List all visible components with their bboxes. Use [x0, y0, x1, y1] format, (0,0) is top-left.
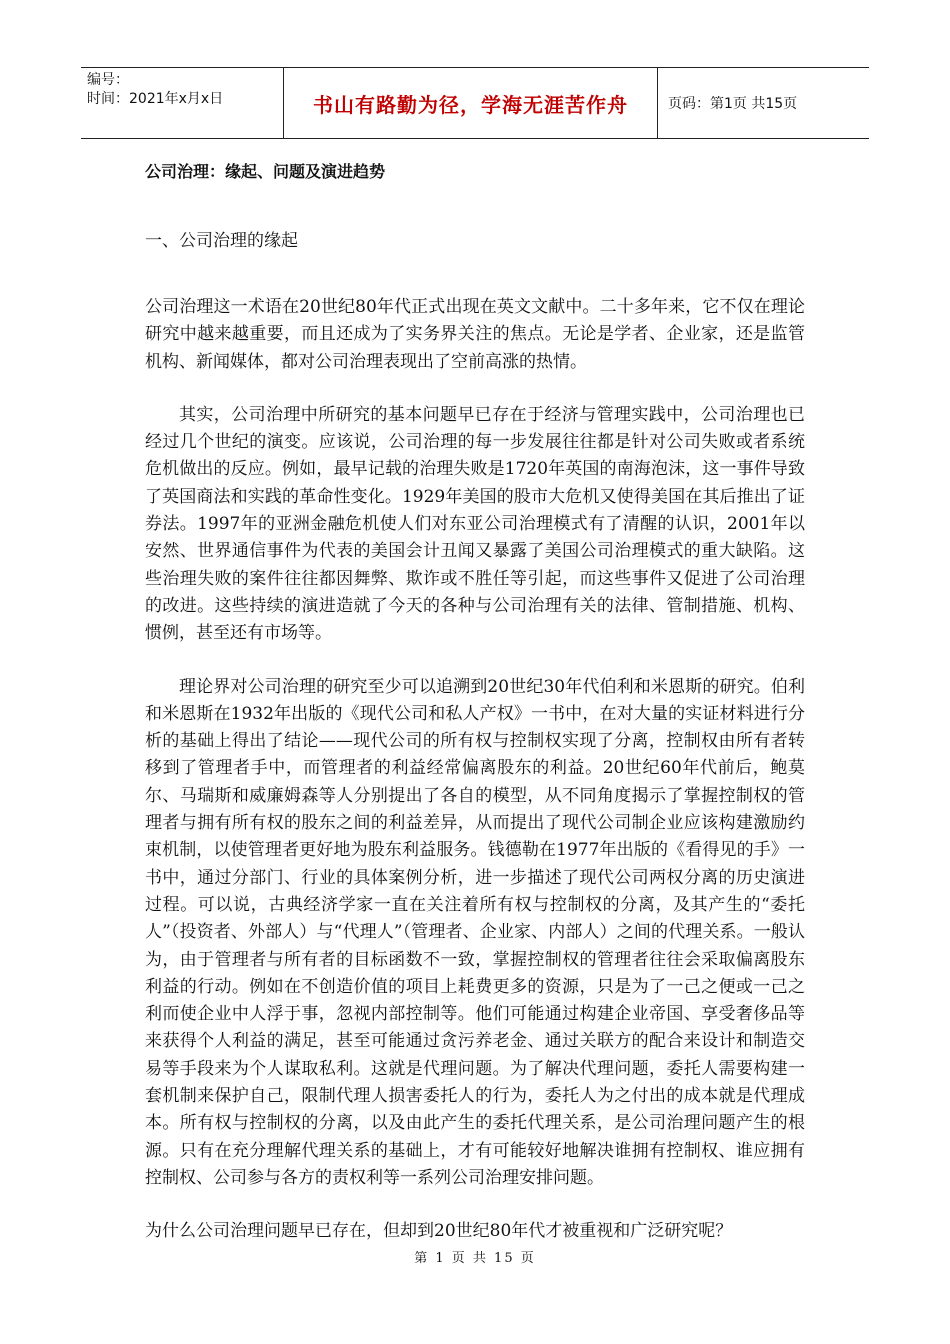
- header-motto: 书山有路勤为径，学海无涯苦作舟: [283, 68, 658, 138]
- header-table: [81, 67, 869, 139]
- date-label: 时间：2021年x月x日: [87, 91, 224, 107]
- page-footer: 第 1 页 共 15 页: [414, 1251, 536, 1266]
- document-body: [145, 160, 805, 1246]
- header-meta: [81, 68, 283, 138]
- paragraph: 理论界对公司治理的研究至少可以追溯到20世纪30年代伯利和米恩斯的研究。伯利和米恩斯在1932年出版的《现代公司和私人产权》一书中，在对大量的实证材料进行分析的基础上得出了结论——现代公司的所有权与控制权实现了分离，控制权由所有者转移到了管理者手中，而管理者的利益经常偏离股东的利益。20世纪60年代前后，鲍莫尔、马瑞斯和威廉姆森等人分别提出了各自的模型，从不同角度揭示了掌握控制权的管理者与拥有所有权的股东之间的利益差异，从而提出了现代公司制企业应该构建激励约束机制，以使管理者更好地为股东利益服务。钱德勒在1977年出版的《看得见的手》一书中，通过分部门、行业的具体案例分析，进一步描述了现代公司两权分离的历史演进过程。可以说，古典经济学家一直在关注着所有权与控制权的分离，及其产生的“委托人”（投资者、外部人）与“代理人”（管理者、企业家、内部人）之间的代理关系。一般认为，由于管理者与所有者的目标函数不一致，掌握控制权的管理者往往会采取偏离股东利益的行动。例如在不创造价值的项目上耗费更多的资源，只是为了一己之便或一己之利而使企业中人浮于事，忽视内部控制等。他们可能通过构建企业帝国、享受奢侈品等来获得个人利益的满足，甚至可能通过贪污养老金、通过关联方的配合来设计和制造交易等手段来为个人谋取私利。这就是代理问题。为了解决代理问题，委托人需要构建一套机制来保护自己，限制代理人损害委托人的行为，委托人为之付出的成本就是代理成本。所有权与控制权的分离，以及由此产生的委托代理关系，是公司治理问题产生的根源。只有在充分理解代理关系的基础上，才有可能较好地解决谁拥有控制权、谁应拥有控制权、公司参与各方的责权利等一系列公司治理安排问题。: [145, 676, 805, 1188]
- header-page-info: 页码：第1页 共15页: [668, 96, 798, 112]
- section-heading: 一、公司治理的缘起: [145, 231, 298, 251]
- paragraph: 为什么公司治理问题早已存在，但却到20世纪80年代才被重视和广泛研究呢？: [145, 1221, 733, 1242]
- paragraph: 公司治理这一术语在20世纪80年代正式出现在英文文献中。二十多年来，它不仅在理论研究中越来越重要，而且还成为了实务界关注的焦点。无论是学者、企业家，还是监管机构、新闻媒体，都对公司治理表现出了空前高涨的热情。: [145, 297, 805, 372]
- paragraph: 其实，公司治理中所研究的基本问题早已存在于经济与管理实践中，公司治理也已经过几个世纪的演变。应该说，公司治理的每一步发展往往都是针对公司失败或者系统危机做出的反应。例如，最早记载的治理失败是1720年英国的南海泡沫，这一事件导致了英国商法和实践的革命性变化。1929年美国的股市大危机又使得美国在其后推出了证券法。1997年的亚洲金融危机使人们对东亚公司治理模式有了清醒的认识，2001年以安然、世界通信事件为代表的美国会计丑闻又暴露了美国公司治理模式的重大缺陷。这些治理失败的案件往往都因舞弊、欺诈或不胜任等引起，而这些事件又促进了公司治理的改进。这些持续的演进造就了今天的各种与公司治理有关的法律、管制措施、机构、惯例，甚至还有市场等。: [145, 404, 805, 644]
- number-label: 编号：: [87, 72, 129, 88]
- document-title: 公司治理：缘起、问题及演进趋势: [145, 162, 386, 181]
